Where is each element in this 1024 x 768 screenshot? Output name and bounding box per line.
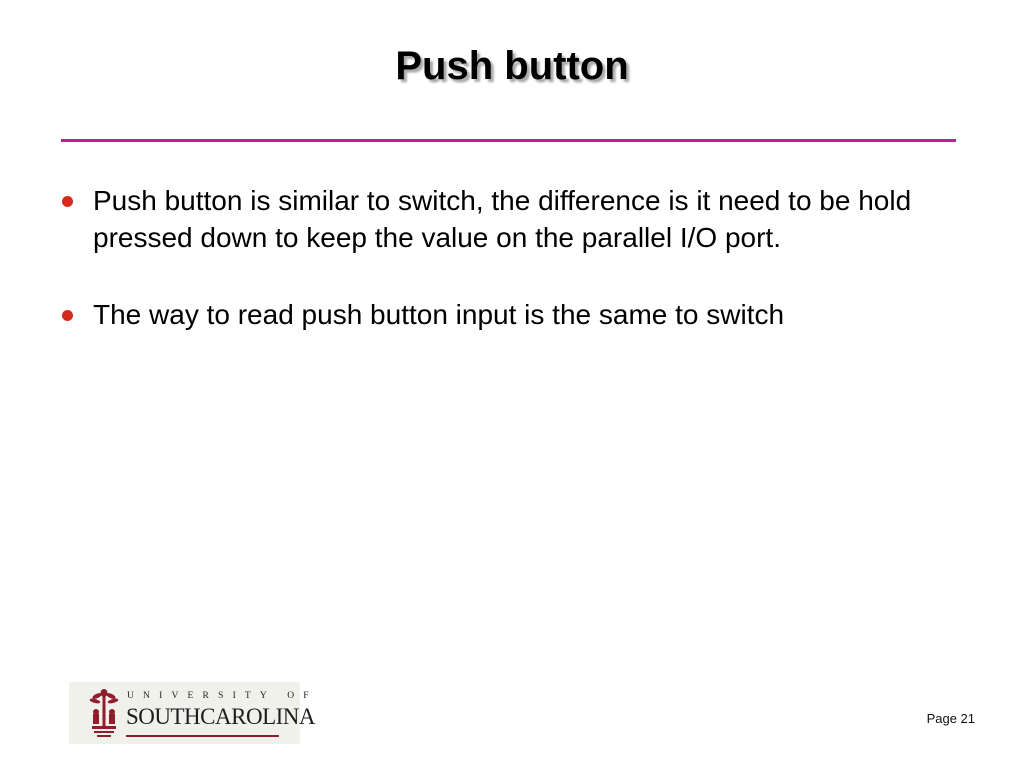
logo-underline (126, 735, 279, 737)
bullet-text: The way to read push button input is the same to switch (93, 299, 785, 330)
bullet-text: Push button is similar to switch, the difference is it need to be hold pressed down to keep the value on the parallel I/O port. (93, 185, 912, 253)
bullet-item (60, 297, 970, 334)
logo-university-of: UNIVERSITY OF (127, 691, 318, 701)
bullet-dot-icon (62, 310, 73, 321)
bullet-list (60, 183, 970, 375)
bullet-dot-icon (62, 196, 73, 207)
slide-title: Push button (395, 44, 629, 88)
palmetto-tree-icon (89, 688, 119, 740)
university-logo (69, 682, 318, 744)
title-divider (61, 139, 956, 142)
page-number: Page 21 (926, 711, 975, 726)
bullet-item (60, 183, 970, 256)
logo-south-carolina: SOUTHCAROLINA (126, 704, 315, 729)
